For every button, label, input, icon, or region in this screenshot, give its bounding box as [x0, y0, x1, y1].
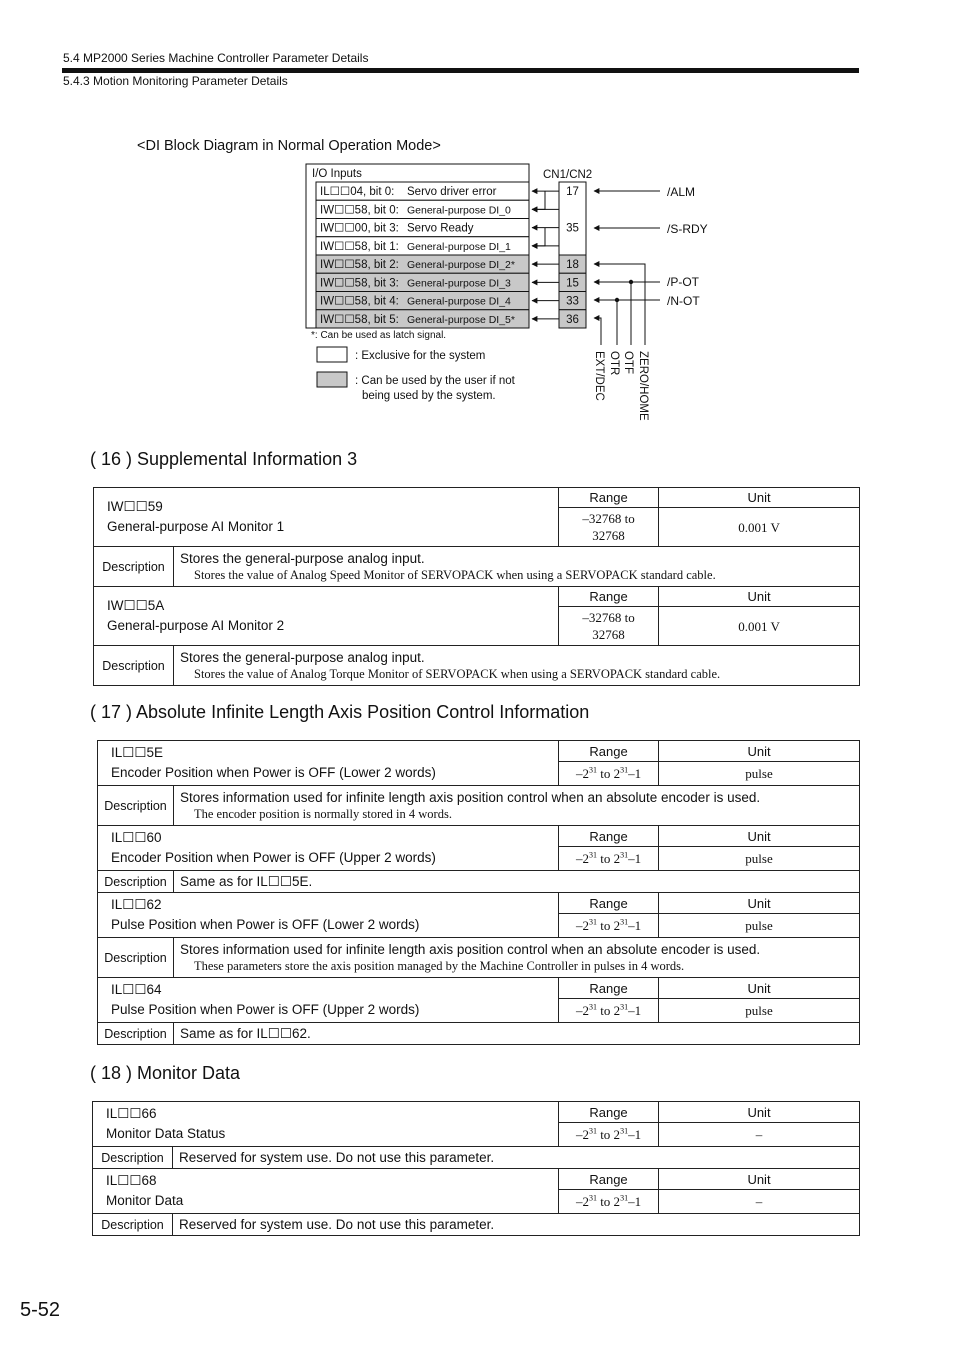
description-label: Description [94, 547, 174, 587]
description-label: Description [94, 646, 174, 686]
pin-number: 36 [566, 313, 579, 326]
param-60-range: $-2^{31}$ to $2^{31}-1$ [559, 847, 659, 871]
description-label: Description [93, 1147, 173, 1169]
param-59-description: Stores the general-purpose analog input. Stores the value of Analog Speed Monitor of SERVOPACK when using a SERVOPACK standard cable. [174, 547, 860, 587]
param-66-unit: – [659, 1123, 860, 1147]
param-64-name: Pulse Position when Power is OFF (Upper 2 words) [111, 1002, 420, 1017]
not-label: /N-OT [667, 294, 700, 308]
legend-user-box [317, 372, 347, 387]
io-row-desc: General-purpose DI_1 [407, 240, 511, 253]
param-66-cell [93, 1102, 559, 1147]
param-66-description: Reserved for system use. Do not use this parameter. [173, 1147, 860, 1169]
branch-arrow [532, 191, 545, 209]
param-60-description: Same as for IL☐☐5E. [174, 871, 860, 893]
vlabel-zero-home: ZERO/HOME [637, 351, 649, 421]
vlabel-otr: OTR [608, 351, 620, 376]
param-68-range: $-2^{31}$ to $2^{31}-1$ [559, 1190, 659, 1214]
vlabel-ext-dec: EXT/DEC [593, 351, 605, 401]
param-64-cell [98, 978, 559, 1023]
param-68-description: Reserved for system use. Do not use this parameter. [173, 1214, 860, 1236]
param-60-register: IL☐☐60 [111, 830, 162, 845]
latch-note: *: Can be used as latch signal. [311, 330, 447, 341]
io-row-desc: Servo driver error [407, 186, 497, 198]
param-64-range: $-2^{31}$ to $2^{31}-1$ [559, 999, 659, 1023]
param-5e-name: Encoder Position when Power is OFF (Lower 2 words) [111, 765, 436, 780]
connector-label: CN1/CN2 [543, 169, 593, 181]
vlabel-otf: OTF [622, 351, 634, 374]
range-header: Range [559, 826, 659, 847]
branch-arrow [532, 228, 545, 246]
description-label: Description [98, 1023, 174, 1045]
legend-user-text-2: being used by the system. [362, 390, 496, 402]
io-row-desc: General-purpose DI_5* [407, 313, 515, 326]
param-5e-unit: pulse [659, 762, 860, 786]
param-68-cell [93, 1169, 559, 1214]
unit-header: Unit [659, 1169, 860, 1190]
range-header: Range [559, 1169, 659, 1190]
pin-number: 35 [566, 222, 579, 235]
param-62-range: $-2^{31}$ to $2^{31}-1$ [559, 914, 659, 938]
range-header: Range [559, 741, 659, 762]
param-68-register: IL☐☐68 [106, 1173, 157, 1188]
unit-header: Unit [659, 488, 860, 508]
not-junction [615, 298, 619, 302]
pin-number: 15 [566, 277, 579, 290]
io-row-desc: General-purpose DI_4 [407, 295, 511, 308]
param-62-unit: pulse [659, 914, 860, 938]
param-62-description: Stores information used for infinite length axis position control when an absolute encoder is used. These parameters store the axis position managed by the Machine Controller in pulses in 4 words. [174, 938, 860, 978]
param-68-unit: – [659, 1190, 860, 1214]
param-62-name: Pulse Position when Power is OFF (Lower 2 words) [111, 917, 420, 932]
range-header: Range [559, 587, 659, 607]
param-table-monitor-data [92, 1101, 860, 1236]
param-5a-name: General-purpose AI Monitor 2 [107, 618, 285, 633]
param-64-description: Same as for IL☐☐62. [174, 1023, 860, 1045]
io-row-register: IW☐☐58, bit 4: [320, 295, 399, 308]
ext-dec-wire [594, 318, 601, 345]
param-5e-register: IL☐☐5E [111, 745, 163, 760]
param-66-range: $-2^{31}$ to $2^{31}-1$ [559, 1123, 659, 1147]
description-label: Description [98, 786, 174, 826]
param-59-cell [94, 488, 559, 547]
io-row-register: IW☐☐58, bit 5: [320, 313, 399, 326]
param-64-register: IL☐☐64 [111, 982, 162, 997]
pot-junction [629, 280, 633, 284]
io-row-register: IW☐☐58, bit 3: [320, 277, 399, 290]
param-5e-description: Stores information used for infinite length axis position control when an absolute encoder is used. The encoder position is normally stored in 4 words. [174, 786, 860, 826]
section-18-title: ( 18 ) Monitor Data [90, 1063, 241, 1083]
param-68-name: Monitor Data [106, 1193, 184, 1208]
param-59-unit: 0.001 V [659, 508, 860, 547]
param-table-supplemental-3 [93, 487, 860, 686]
param-62-register: IL☐☐62 [111, 897, 162, 912]
param-66-register: IL☐☐66 [106, 1106, 157, 1121]
param-5e-range: $-2^{31}$ to $2^{31}-1$ [559, 762, 659, 786]
range-header: Range [559, 893, 659, 914]
legend-system-box [317, 347, 347, 362]
pin-number: 18 [566, 259, 579, 271]
io-row-desc: General-purpose DI_3 [407, 277, 511, 290]
diagram-caption: <DI Block Diagram in Normal Operation Mode> [137, 138, 441, 154]
pin-number: 17 [566, 186, 579, 198]
zero-home-wire [594, 264, 645, 345]
param-5e-cell [98, 741, 559, 786]
param-60-unit: pulse [659, 847, 860, 871]
io-row-desc: General-purpose DI_0 [407, 204, 511, 217]
unit-header: Unit [659, 978, 860, 999]
description-label: Description [93, 1214, 173, 1236]
param-59-register: IW☐☐59 [107, 499, 163, 514]
param-5a-cell [94, 587, 559, 646]
param-59-name: General-purpose AI Monitor 1 [107, 519, 285, 534]
page-number: 5-52 [20, 1299, 61, 1321]
di-block-diagram [0, 0, 954, 440]
io-row-desc: General-purpose DI_2* [407, 259, 515, 271]
io-row-register: IW☐☐58, bit 1: [320, 240, 399, 253]
unit-header: Unit [659, 826, 860, 847]
io-row-register: IW☐☐58, bit 2: [320, 259, 399, 271]
range-header: Range [559, 978, 659, 999]
section-17-title: ( 17 ) Absolute Infinite Length Axis Position Control Information [90, 702, 590, 722]
range-header: Range [559, 488, 659, 508]
param-60-name: Encoder Position when Power is OFF (Upper 2 words) [111, 850, 436, 865]
range-header: Range [559, 1102, 659, 1123]
description-label: Description [98, 871, 174, 893]
header-section: 5.4 MP2000 Series Machine Controller Parameter Details [63, 51, 369, 65]
param-table-absolute-infinite [97, 740, 860, 1045]
unit-header: Unit [659, 741, 860, 762]
param-5a-register: IW☐☐5A [107, 598, 165, 613]
section-16-title: ( 16 ) Supplemental Information 3 [90, 449, 358, 469]
param-5a-range: –32768 to 32768 [559, 607, 659, 646]
io-row-register: IW☐☐00, bit 3: [320, 222, 399, 235]
header-subsection: 5.4.3 Motion Monitoring Parameter Details [63, 74, 288, 88]
description-label: Description [98, 938, 174, 978]
legend-system-text: : Exclusive for the system [355, 350, 486, 362]
unit-header: Unit [659, 1102, 860, 1123]
param-64-unit: pulse [659, 999, 860, 1023]
io-row-register: IW☐☐58, bit 0: [320, 204, 399, 217]
param-59-range: –32768 to 32768 [559, 508, 659, 547]
param-5a-unit: 0.001 V [659, 607, 860, 646]
param-60-cell [98, 826, 559, 871]
io-inputs-label: I/O Inputs [312, 168, 362, 180]
srdy-label: /S-RDY [667, 222, 708, 236]
io-row-desc: Servo Ready [407, 222, 474, 235]
unit-header: Unit [659, 587, 860, 607]
legend-user-text-1: : Can be used by the user if not [355, 375, 515, 387]
pot-label: /P-OT [667, 275, 699, 289]
param-66-name: Monitor Data Status [106, 1126, 226, 1141]
param-62-cell [98, 893, 559, 938]
param-5a-description: Stores the general-purpose analog input. Stores the value of Analog Torque Monitor of SERVOPACK when using a SERVOPACK standard cable. [174, 646, 860, 686]
io-row-register: IL☐☐04, bit 0: [320, 186, 395, 198]
alm-label: /ALM [667, 185, 696, 199]
unit-header: Unit [659, 893, 860, 914]
pin-number: 33 [566, 295, 579, 308]
